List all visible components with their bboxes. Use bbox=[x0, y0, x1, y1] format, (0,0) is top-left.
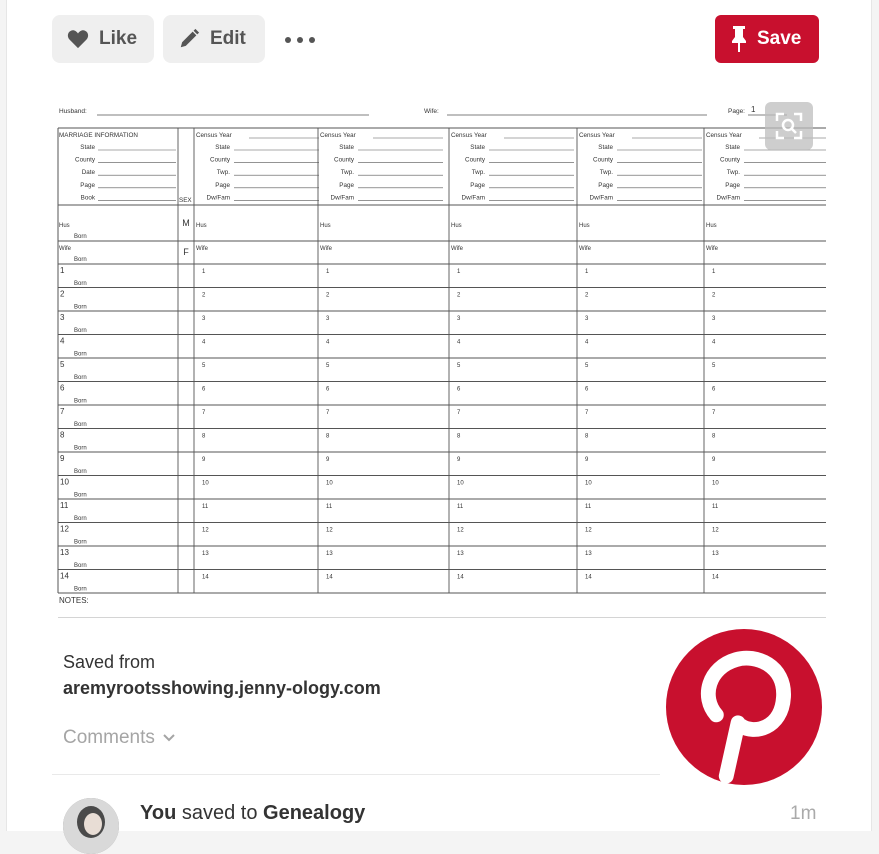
child-number: 12 bbox=[712, 527, 719, 534]
child-number: 8 bbox=[585, 433, 589, 440]
child-number: 6 bbox=[326, 386, 330, 393]
born-label: Born bbox=[74, 281, 87, 287]
child-number: 2 bbox=[457, 292, 461, 299]
census-field-label: State bbox=[339, 144, 354, 151]
child-number: 1 bbox=[457, 269, 461, 275]
child-number: 6 bbox=[60, 383, 65, 393]
census-field-label: Page bbox=[725, 181, 740, 189]
child-number: 14 bbox=[326, 574, 333, 581]
child-number: 10 bbox=[457, 480, 464, 487]
child-number: 11 bbox=[60, 501, 69, 510]
born-label: Born bbox=[74, 328, 87, 334]
wife-label: Wife bbox=[59, 246, 71, 252]
child-number: 1 bbox=[326, 269, 330, 275]
edit-label: Edit bbox=[210, 28, 246, 49]
save-button[interactable] bbox=[715, 15, 819, 63]
child-number: 6 bbox=[585, 386, 589, 393]
child-number: 11 bbox=[457, 504, 464, 510]
census-field-label: County bbox=[593, 156, 613, 164]
census-form-graphic bbox=[52, 95, 826, 618]
census-field-label: Twp. bbox=[471, 169, 485, 177]
visual-search-icon bbox=[775, 112, 803, 140]
save-label: Save bbox=[757, 28, 802, 49]
child-number: 4 bbox=[202, 339, 206, 346]
child-number: 13 bbox=[326, 551, 333, 557]
born-label: Born bbox=[74, 516, 87, 522]
like-button[interactable] bbox=[52, 15, 154, 63]
born-label: Born bbox=[74, 257, 87, 263]
child-number: 3 bbox=[326, 316, 330, 322]
pin-image-census-form[interactable] bbox=[52, 95, 826, 618]
child-number: 4 bbox=[457, 339, 461, 346]
child-number: 13 bbox=[585, 551, 592, 557]
child-number: 5 bbox=[585, 363, 589, 369]
census-field-label: Page bbox=[215, 181, 230, 189]
child-number: 12 bbox=[457, 527, 464, 534]
census-field-label: Twp. bbox=[340, 169, 354, 177]
marriage-field-label: State bbox=[80, 144, 95, 151]
marriage-header: MARRIAGE INFORMATION bbox=[59, 132, 138, 139]
zoom-button[interactable] bbox=[765, 102, 813, 150]
born-label: Born bbox=[74, 422, 87, 428]
wife-label: Wife bbox=[579, 246, 591, 252]
child-number: 2 bbox=[326, 292, 330, 299]
child-number: 3 bbox=[585, 316, 589, 322]
board-name-link[interactable]: Genealogy bbox=[263, 802, 366, 824]
child-number: 4 bbox=[585, 339, 589, 346]
census-year-label: Census Year bbox=[579, 132, 615, 139]
census-year-label: Census Year bbox=[320, 132, 356, 139]
census-field-label: Page bbox=[339, 181, 354, 189]
born-label: Born bbox=[74, 234, 87, 240]
more-dots-icon bbox=[285, 37, 291, 43]
child-number: 3 bbox=[202, 316, 206, 322]
child-number: 10 bbox=[60, 477, 69, 487]
chevron-down-icon bbox=[163, 734, 175, 742]
child-number: 10 bbox=[326, 480, 333, 487]
pin-card bbox=[6, 0, 872, 831]
child-number: 3 bbox=[712, 316, 716, 322]
child-number: 8 bbox=[202, 433, 206, 440]
child-number: 4 bbox=[712, 339, 716, 346]
male-marker: M bbox=[182, 218, 190, 228]
child-number: 8 bbox=[457, 433, 461, 440]
child-number: 2 bbox=[712, 292, 716, 299]
child-number: 2 bbox=[60, 289, 65, 299]
born-label: Born bbox=[74, 351, 87, 358]
census-field-label: Twp. bbox=[726, 169, 740, 177]
child-number: 1 bbox=[202, 269, 206, 275]
born-label: Born bbox=[74, 398, 87, 405]
child-number: 13 bbox=[60, 548, 69, 557]
more-options-button[interactable] bbox=[285, 30, 315, 50]
census-field-label: Page bbox=[598, 181, 613, 189]
child-number: 1 bbox=[60, 266, 65, 275]
child-number: 7 bbox=[60, 407, 65, 416]
born-label: Born bbox=[74, 586, 87, 593]
child-number: 10 bbox=[585, 480, 592, 487]
child-number: 11 bbox=[202, 504, 209, 510]
child-number: 12 bbox=[326, 527, 333, 534]
child-number: 7 bbox=[457, 410, 461, 416]
time-ago: 1m bbox=[790, 803, 817, 824]
pushpin-icon bbox=[731, 26, 747, 52]
comments-toggle[interactable] bbox=[63, 727, 175, 749]
child-number: 13 bbox=[712, 551, 719, 557]
hus-label: Hus bbox=[59, 223, 70, 229]
child-number: 10 bbox=[202, 480, 209, 487]
census-field-label: Twp. bbox=[599, 169, 613, 177]
hus-label: Hus bbox=[451, 223, 462, 229]
child-number: 6 bbox=[457, 386, 461, 393]
child-number: 14 bbox=[202, 574, 209, 581]
child-number: 4 bbox=[60, 336, 65, 346]
census-field-label: State bbox=[215, 144, 230, 151]
child-number: 7 bbox=[712, 410, 716, 416]
pinterest-logo-icon bbox=[665, 628, 823, 786]
wife-label: Wife bbox=[196, 246, 208, 252]
census-field-label: Page bbox=[470, 181, 485, 189]
child-number: 11 bbox=[585, 504, 592, 510]
divider bbox=[52, 774, 660, 775]
census-year-label: Census Year bbox=[196, 132, 232, 139]
child-number: 10 bbox=[712, 480, 719, 487]
child-number: 5 bbox=[202, 363, 206, 369]
child-number: 7 bbox=[326, 410, 330, 416]
child-number: 9 bbox=[202, 457, 206, 463]
child-number: 5 bbox=[326, 363, 330, 369]
child-number: 1 bbox=[712, 269, 716, 275]
pencil-icon bbox=[178, 28, 200, 50]
census-field-label: County bbox=[334, 156, 354, 164]
page-value: 1 bbox=[751, 105, 756, 114]
hus-label: Hus bbox=[320, 223, 331, 229]
child-number: 13 bbox=[202, 551, 209, 557]
marriage-field-label: Page bbox=[80, 181, 95, 189]
heart-icon bbox=[67, 29, 89, 49]
source-domain-link[interactable]: aremyrootsshowing.jenny-ology.com bbox=[63, 678, 381, 698]
child-number: 6 bbox=[712, 386, 716, 393]
notes-label: NOTES: bbox=[59, 596, 89, 605]
census-field-label: Dw/Fam bbox=[589, 194, 613, 202]
child-number: 2 bbox=[202, 292, 206, 299]
wife-label: Wife: bbox=[424, 108, 439, 115]
born-label: Born bbox=[74, 539, 87, 546]
activity-action: saved to bbox=[181, 802, 258, 824]
child-number: 4 bbox=[326, 339, 330, 346]
born-label: Born bbox=[74, 375, 87, 381]
born-label: Born bbox=[74, 469, 87, 475]
child-number: 3 bbox=[60, 313, 65, 322]
census-field-label: State bbox=[725, 144, 740, 151]
census-field-label: Twp. bbox=[216, 169, 230, 177]
census-field-label: Dw/Fam bbox=[206, 194, 230, 202]
child-number: 5 bbox=[60, 360, 65, 369]
page-label: Page: bbox=[728, 108, 745, 115]
born-label: Born bbox=[74, 304, 87, 311]
child-number: 14 bbox=[60, 571, 69, 581]
born-label: Born bbox=[74, 492, 87, 499]
husband-label: Husband: bbox=[59, 108, 87, 115]
hus-label: Hus bbox=[706, 223, 717, 229]
child-number: 9 bbox=[326, 457, 330, 463]
child-number: 3 bbox=[457, 316, 461, 322]
child-number: 14 bbox=[712, 574, 719, 581]
marriage-field-label: County bbox=[75, 156, 95, 164]
child-number: 11 bbox=[712, 504, 719, 510]
avatar[interactable] bbox=[63, 798, 119, 854]
avatar-photo bbox=[63, 798, 119, 854]
edit-button[interactable] bbox=[163, 15, 265, 63]
child-number: 11 bbox=[326, 504, 333, 510]
sex-header: SEX bbox=[179, 197, 192, 204]
marriage-field-label: Date bbox=[81, 169, 95, 177]
child-number: 12 bbox=[202, 527, 209, 534]
census-field-label: Dw/Fam bbox=[461, 194, 485, 202]
wife-label: Wife bbox=[706, 246, 718, 252]
hus-label: Hus bbox=[196, 223, 207, 229]
census-field-label: State bbox=[598, 144, 613, 151]
child-number: 9 bbox=[585, 457, 589, 463]
child-number: 5 bbox=[457, 363, 461, 369]
child-number: 13 bbox=[457, 551, 464, 557]
comments-label: Comments bbox=[63, 727, 155, 748]
wife-label: Wife bbox=[451, 246, 463, 252]
child-number: 8 bbox=[326, 433, 330, 440]
census-year-label: Census Year bbox=[451, 132, 487, 139]
child-number: 2 bbox=[585, 292, 589, 299]
marriage-field-label: Book bbox=[80, 194, 95, 202]
born-label: Born bbox=[74, 445, 87, 452]
child-number: 7 bbox=[202, 410, 206, 416]
saved-from-label: Saved from bbox=[63, 652, 156, 672]
census-field-label: County bbox=[210, 156, 230, 164]
census-field-label: County bbox=[720, 156, 740, 164]
activity-line bbox=[140, 802, 365, 825]
child-number: 8 bbox=[60, 430, 65, 440]
child-number: 9 bbox=[712, 457, 716, 463]
child-number: 12 bbox=[60, 524, 69, 534]
census-year-label: Census Year bbox=[706, 132, 742, 139]
child-number: 6 bbox=[202, 386, 206, 393]
census-field-label: County bbox=[465, 156, 485, 164]
child-number: 8 bbox=[712, 433, 716, 440]
child-number: 9 bbox=[60, 454, 65, 463]
census-field-label: Dw/Fam bbox=[716, 194, 740, 202]
census-field-label: Dw/Fam bbox=[330, 194, 354, 202]
child-number: 12 bbox=[585, 527, 592, 534]
hus-label: Hus bbox=[579, 223, 590, 229]
child-number: 5 bbox=[712, 363, 716, 369]
child-number: 14 bbox=[457, 574, 464, 581]
child-number: 9 bbox=[457, 457, 461, 463]
like-label: Like bbox=[99, 28, 138, 49]
wife-label: Wife bbox=[320, 246, 332, 252]
activity-actor[interactable]: You bbox=[140, 802, 177, 824]
child-number: 7 bbox=[585, 410, 589, 416]
born-label: Born bbox=[74, 563, 87, 569]
child-number: 1 bbox=[585, 269, 589, 275]
child-number: 14 bbox=[585, 574, 592, 581]
female-marker: F bbox=[183, 247, 189, 257]
census-field-label: State bbox=[470, 144, 485, 151]
